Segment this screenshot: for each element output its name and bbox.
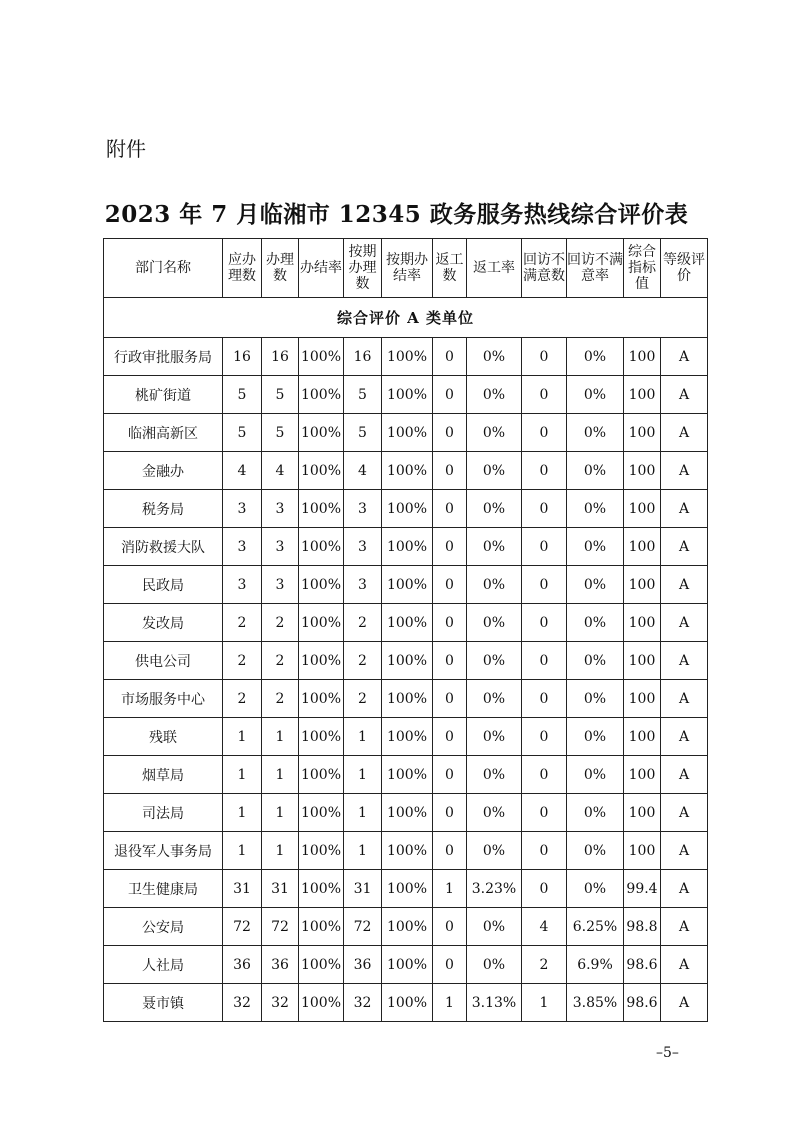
cell-close-rate: 100%	[299, 870, 344, 908]
cell-revisit-unsat: 0	[522, 452, 567, 490]
cell-dept: 烟草局	[104, 756, 223, 794]
cell-handled: 2	[262, 642, 299, 680]
cell-should: 36	[223, 946, 262, 984]
cell-handled: 36	[262, 946, 299, 984]
table-row	[104, 490, 708, 528]
cell-rework: 1	[433, 870, 467, 908]
cell-rework-rate: 0%	[467, 908, 522, 946]
cell-should: 2	[223, 642, 262, 680]
cell-revisit-unsat-rate: 3.85%	[567, 984, 624, 1022]
cell-should: 1	[223, 832, 262, 870]
cell-ontime-rate: 100%	[382, 794, 433, 832]
table-row	[104, 832, 708, 870]
cell-ontime-rate: 100%	[382, 338, 433, 376]
cell-ontime-rate: 100%	[382, 604, 433, 642]
header-row	[104, 239, 708, 298]
cell-ontime: 3	[344, 490, 382, 528]
cell-rework-rate: 0%	[467, 566, 522, 604]
cell-handled: 1	[262, 756, 299, 794]
cell-close-rate: 100%	[299, 604, 344, 642]
cell-index: 98.6	[624, 946, 661, 984]
cell-ontime: 32	[344, 984, 382, 1022]
cell-rework-rate: 0%	[467, 946, 522, 984]
cell-handled: 3	[262, 566, 299, 604]
cell-index: 100	[624, 414, 661, 452]
cell-rework-rate: 0%	[467, 604, 522, 642]
header-ontime-rate: 按期办结率	[382, 239, 433, 298]
cell-ontime-rate: 100%	[382, 718, 433, 756]
cell-revisit-unsat: 0	[522, 642, 567, 680]
cell-ontime: 36	[344, 946, 382, 984]
cell-ontime: 3	[344, 528, 382, 566]
cell-should: 72	[223, 908, 262, 946]
cell-revisit-unsat: 0	[522, 338, 567, 376]
cell-rework: 0	[433, 832, 467, 870]
cell-rework-rate: 0%	[467, 452, 522, 490]
cell-grade: A	[661, 490, 708, 528]
cell-index: 100	[624, 794, 661, 832]
cell-dept: 行政审批服务局	[104, 338, 223, 376]
header-close-rate: 办结率	[299, 239, 344, 298]
cell-rework: 0	[433, 604, 467, 642]
cell-index: 98.8	[624, 908, 661, 946]
cell-ontime: 3	[344, 566, 382, 604]
cell-revisit-unsat-rate: 0%	[567, 756, 624, 794]
cell-rework: 0	[433, 490, 467, 528]
cell-index: 100	[624, 338, 661, 376]
cell-revisit-unsat: 0	[522, 528, 567, 566]
cell-close-rate: 100%	[299, 832, 344, 870]
cell-rework: 0	[433, 718, 467, 756]
cell-rework-rate: 0%	[467, 490, 522, 528]
cell-should: 3	[223, 566, 262, 604]
cell-ontime-rate: 100%	[382, 566, 433, 604]
table-row	[104, 794, 708, 832]
cell-ontime: 16	[344, 338, 382, 376]
cell-grade: A	[661, 376, 708, 414]
cell-should: 2	[223, 680, 262, 718]
cell-handled: 2	[262, 680, 299, 718]
header-index: 综合指标值	[624, 239, 661, 298]
cell-dept: 人社局	[104, 946, 223, 984]
cell-should: 5	[223, 376, 262, 414]
cell-should: 16	[223, 338, 262, 376]
cell-revisit-unsat-rate: 0%	[567, 452, 624, 490]
cell-close-rate: 100%	[299, 718, 344, 756]
cell-close-rate: 100%	[299, 680, 344, 718]
cell-ontime-rate: 100%	[382, 490, 433, 528]
cell-ontime: 5	[344, 376, 382, 414]
cell-revisit-unsat: 1	[522, 984, 567, 1022]
cell-rework: 1	[433, 984, 467, 1022]
cell-revisit-unsat-rate: 0%	[567, 376, 624, 414]
cell-dept: 临湘高新区	[104, 414, 223, 452]
cell-ontime-rate: 100%	[382, 528, 433, 566]
cell-grade: A	[661, 528, 708, 566]
cell-close-rate: 100%	[299, 452, 344, 490]
evaluation-table	[103, 238, 708, 1022]
cell-rework: 0	[433, 414, 467, 452]
cell-ontime-rate: 100%	[382, 756, 433, 794]
cell-revisit-unsat: 0	[522, 870, 567, 908]
cell-close-rate: 100%	[299, 338, 344, 376]
cell-should: 1	[223, 756, 262, 794]
table-row	[104, 756, 708, 794]
cell-grade: A	[661, 642, 708, 680]
cell-dept: 供电公司	[104, 642, 223, 680]
cell-dept: 桃矿街道	[104, 376, 223, 414]
cell-revisit-unsat: 0	[522, 680, 567, 718]
section-row	[104, 298, 708, 338]
table-row	[104, 870, 708, 908]
cell-revisit-unsat-rate: 0%	[567, 528, 624, 566]
cell-revisit-unsat: 0	[522, 566, 567, 604]
cell-dept: 司法局	[104, 794, 223, 832]
cell-ontime-rate: 100%	[382, 984, 433, 1022]
cell-should: 3	[223, 490, 262, 528]
cell-ontime-rate: 100%	[382, 946, 433, 984]
table-row	[104, 528, 708, 566]
table-row	[104, 984, 708, 1022]
cell-index: 100	[624, 642, 661, 680]
page-number: –5–	[656, 1045, 679, 1061]
cell-rework-rate: 0%	[467, 642, 522, 680]
cell-rework-rate: 0%	[467, 794, 522, 832]
cell-grade: A	[661, 794, 708, 832]
cell-index: 100	[624, 490, 661, 528]
cell-revisit-unsat: 0	[522, 414, 567, 452]
cell-revisit-unsat: 0	[522, 604, 567, 642]
cell-close-rate: 100%	[299, 642, 344, 680]
cell-handled: 1	[262, 832, 299, 870]
cell-rework-rate: 0%	[467, 338, 522, 376]
cell-index: 100	[624, 452, 661, 490]
cell-should: 31	[223, 870, 262, 908]
cell-handled: 5	[262, 414, 299, 452]
cell-dept: 发改局	[104, 604, 223, 642]
cell-rework: 0	[433, 566, 467, 604]
cell-revisit-unsat-rate: 0%	[567, 338, 624, 376]
cell-rework: 0	[433, 794, 467, 832]
cell-close-rate: 100%	[299, 756, 344, 794]
cell-handled: 4	[262, 452, 299, 490]
cell-grade: A	[661, 414, 708, 452]
cell-should: 4	[223, 452, 262, 490]
cell-rework-rate: 0%	[467, 680, 522, 718]
cell-revisit-unsat-rate: 0%	[567, 490, 624, 528]
cell-grade: A	[661, 908, 708, 946]
cell-revisit-unsat: 0	[522, 832, 567, 870]
cell-index: 100	[624, 680, 661, 718]
cell-close-rate: 100%	[299, 490, 344, 528]
cell-grade: A	[661, 946, 708, 984]
cell-dept: 退役军人事务局	[104, 832, 223, 870]
cell-index: 100	[624, 566, 661, 604]
cell-revisit-unsat: 2	[522, 946, 567, 984]
cell-grade: A	[661, 756, 708, 794]
cell-rework-rate: 0%	[467, 376, 522, 414]
cell-rework: 0	[433, 946, 467, 984]
cell-rework: 0	[433, 908, 467, 946]
cell-close-rate: 100%	[299, 984, 344, 1022]
cell-should: 32	[223, 984, 262, 1022]
cell-dept: 公安局	[104, 908, 223, 946]
cell-handled: 16	[262, 338, 299, 376]
header-rework: 返工数	[433, 239, 467, 298]
cell-dept: 残联	[104, 718, 223, 756]
cell-dept: 金融办	[104, 452, 223, 490]
cell-ontime: 2	[344, 642, 382, 680]
cell-revisit-unsat-rate: 0%	[567, 832, 624, 870]
cell-revisit-unsat-rate: 0%	[567, 414, 624, 452]
cell-rework: 0	[433, 338, 467, 376]
cell-rework-rate: 0%	[467, 718, 522, 756]
cell-rework: 0	[433, 528, 467, 566]
cell-grade: A	[661, 338, 708, 376]
cell-ontime-rate: 100%	[382, 376, 433, 414]
cell-handled: 72	[262, 908, 299, 946]
cell-index: 100	[624, 376, 661, 414]
table-row	[104, 338, 708, 376]
cell-dept: 税务局	[104, 490, 223, 528]
cell-revisit-unsat: 0	[522, 794, 567, 832]
header-handled: 办理数	[262, 239, 299, 298]
cell-rework-rate: 3.13%	[467, 984, 522, 1022]
cell-grade: A	[661, 832, 708, 870]
table-row	[104, 642, 708, 680]
cell-rework-rate: 0%	[467, 528, 522, 566]
cell-handled: 32	[262, 984, 299, 1022]
cell-rework-rate: 0%	[467, 414, 522, 452]
cell-ontime-rate: 100%	[382, 908, 433, 946]
table-row	[104, 718, 708, 756]
cell-handled: 1	[262, 794, 299, 832]
cell-ontime: 2	[344, 680, 382, 718]
header-rework-rate: 返工率	[467, 239, 522, 298]
table-row	[104, 452, 708, 490]
header-ontime: 按期办理数	[344, 239, 382, 298]
cell-ontime: 1	[344, 718, 382, 756]
cell-ontime-rate: 100%	[382, 832, 433, 870]
cell-index: 98.6	[624, 984, 661, 1022]
cell-dept: 聂市镇	[104, 984, 223, 1022]
cell-ontime: 72	[344, 908, 382, 946]
cell-ontime-rate: 100%	[382, 680, 433, 718]
cell-revisit-unsat-rate: 0%	[567, 870, 624, 908]
cell-dept: 卫生健康局	[104, 870, 223, 908]
cell-grade: A	[661, 680, 708, 718]
cell-ontime: 1	[344, 756, 382, 794]
cell-should: 2	[223, 604, 262, 642]
cell-index: 100	[624, 832, 661, 870]
cell-ontime-rate: 100%	[382, 414, 433, 452]
cell-revisit-unsat: 0	[522, 718, 567, 756]
header-dept: 部门名称	[104, 239, 223, 298]
cell-index: 100	[624, 756, 661, 794]
cell-close-rate: 100%	[299, 376, 344, 414]
table-row	[104, 376, 708, 414]
cell-dept: 市场服务中心	[104, 680, 223, 718]
cell-rework: 0	[433, 756, 467, 794]
cell-revisit-unsat-rate: 0%	[567, 794, 624, 832]
cell-ontime: 1	[344, 794, 382, 832]
cell-should: 1	[223, 794, 262, 832]
cell-revisit-unsat-rate: 0%	[567, 718, 624, 756]
cell-rework: 0	[433, 642, 467, 680]
cell-ontime: 2	[344, 604, 382, 642]
cell-should: 3	[223, 528, 262, 566]
cell-index: 100	[624, 718, 661, 756]
cell-should: 1	[223, 718, 262, 756]
table-row	[104, 908, 708, 946]
cell-dept: 民政局	[104, 566, 223, 604]
cell-revisit-unsat-rate: 6.9%	[567, 946, 624, 984]
header-should: 应办理数	[223, 239, 262, 298]
attachment-label: 附件	[106, 137, 146, 161]
cell-handled: 2	[262, 604, 299, 642]
cell-close-rate: 100%	[299, 946, 344, 984]
header-grade: 等级评价	[661, 239, 708, 298]
cell-handled: 31	[262, 870, 299, 908]
cell-ontime: 4	[344, 452, 382, 490]
cell-close-rate: 100%	[299, 528, 344, 566]
cell-revisit-unsat-rate: 0%	[567, 566, 624, 604]
cell-revisit-unsat-rate: 0%	[567, 642, 624, 680]
cell-handled: 5	[262, 376, 299, 414]
cell-close-rate: 100%	[299, 566, 344, 604]
cell-ontime-rate: 100%	[382, 642, 433, 680]
cell-rework-rate: 0%	[467, 832, 522, 870]
header-revisit-unsat-rate: 回访不满意率	[567, 239, 624, 298]
cell-rework-rate: 3.23%	[467, 870, 522, 908]
cell-handled: 3	[262, 528, 299, 566]
cell-handled: 1	[262, 718, 299, 756]
cell-revisit-unsat: 0	[522, 756, 567, 794]
cell-close-rate: 100%	[299, 794, 344, 832]
cell-rework-rate: 0%	[467, 756, 522, 794]
table-row	[104, 680, 708, 718]
cell-revisit-unsat: 0	[522, 490, 567, 528]
table-row	[104, 414, 708, 452]
header-revisit-unsat: 回访不满意数	[522, 239, 567, 298]
cell-index: 99.4	[624, 870, 661, 908]
cell-revisit-unsat: 4	[522, 908, 567, 946]
cell-close-rate: 100%	[299, 908, 344, 946]
cell-grade: A	[661, 566, 708, 604]
cell-grade: A	[661, 452, 708, 490]
cell-grade: A	[661, 604, 708, 642]
cell-revisit-unsat-rate: 6.25%	[567, 908, 624, 946]
cell-ontime: 1	[344, 832, 382, 870]
cell-handled: 3	[262, 490, 299, 528]
cell-rework: 0	[433, 680, 467, 718]
table-row	[104, 946, 708, 984]
cell-ontime: 5	[344, 414, 382, 452]
cell-revisit-unsat-rate: 0%	[567, 604, 624, 642]
cell-revisit-unsat: 0	[522, 376, 567, 414]
table-row	[104, 566, 708, 604]
cell-grade: A	[661, 718, 708, 756]
cell-close-rate: 100%	[299, 414, 344, 452]
cell-rework: 0	[433, 376, 467, 414]
cell-index: 100	[624, 604, 661, 642]
cell-rework: 0	[433, 452, 467, 490]
page-title: 2023 年 7 月临湘市 12345 政务服务热线综合评价表	[104, 201, 689, 228]
cell-should: 5	[223, 414, 262, 452]
cell-ontime: 31	[344, 870, 382, 908]
cell-index: 100	[624, 528, 661, 566]
cell-dept: 消防救援大队	[104, 528, 223, 566]
cell-revisit-unsat-rate: 0%	[567, 680, 624, 718]
cell-grade: A	[661, 870, 708, 908]
cell-grade: A	[661, 984, 708, 1022]
cell-ontime-rate: 100%	[382, 452, 433, 490]
table-row	[104, 604, 708, 642]
cell-ontime-rate: 100%	[382, 870, 433, 908]
section-label: 综合评价 A 类单位	[104, 298, 708, 338]
